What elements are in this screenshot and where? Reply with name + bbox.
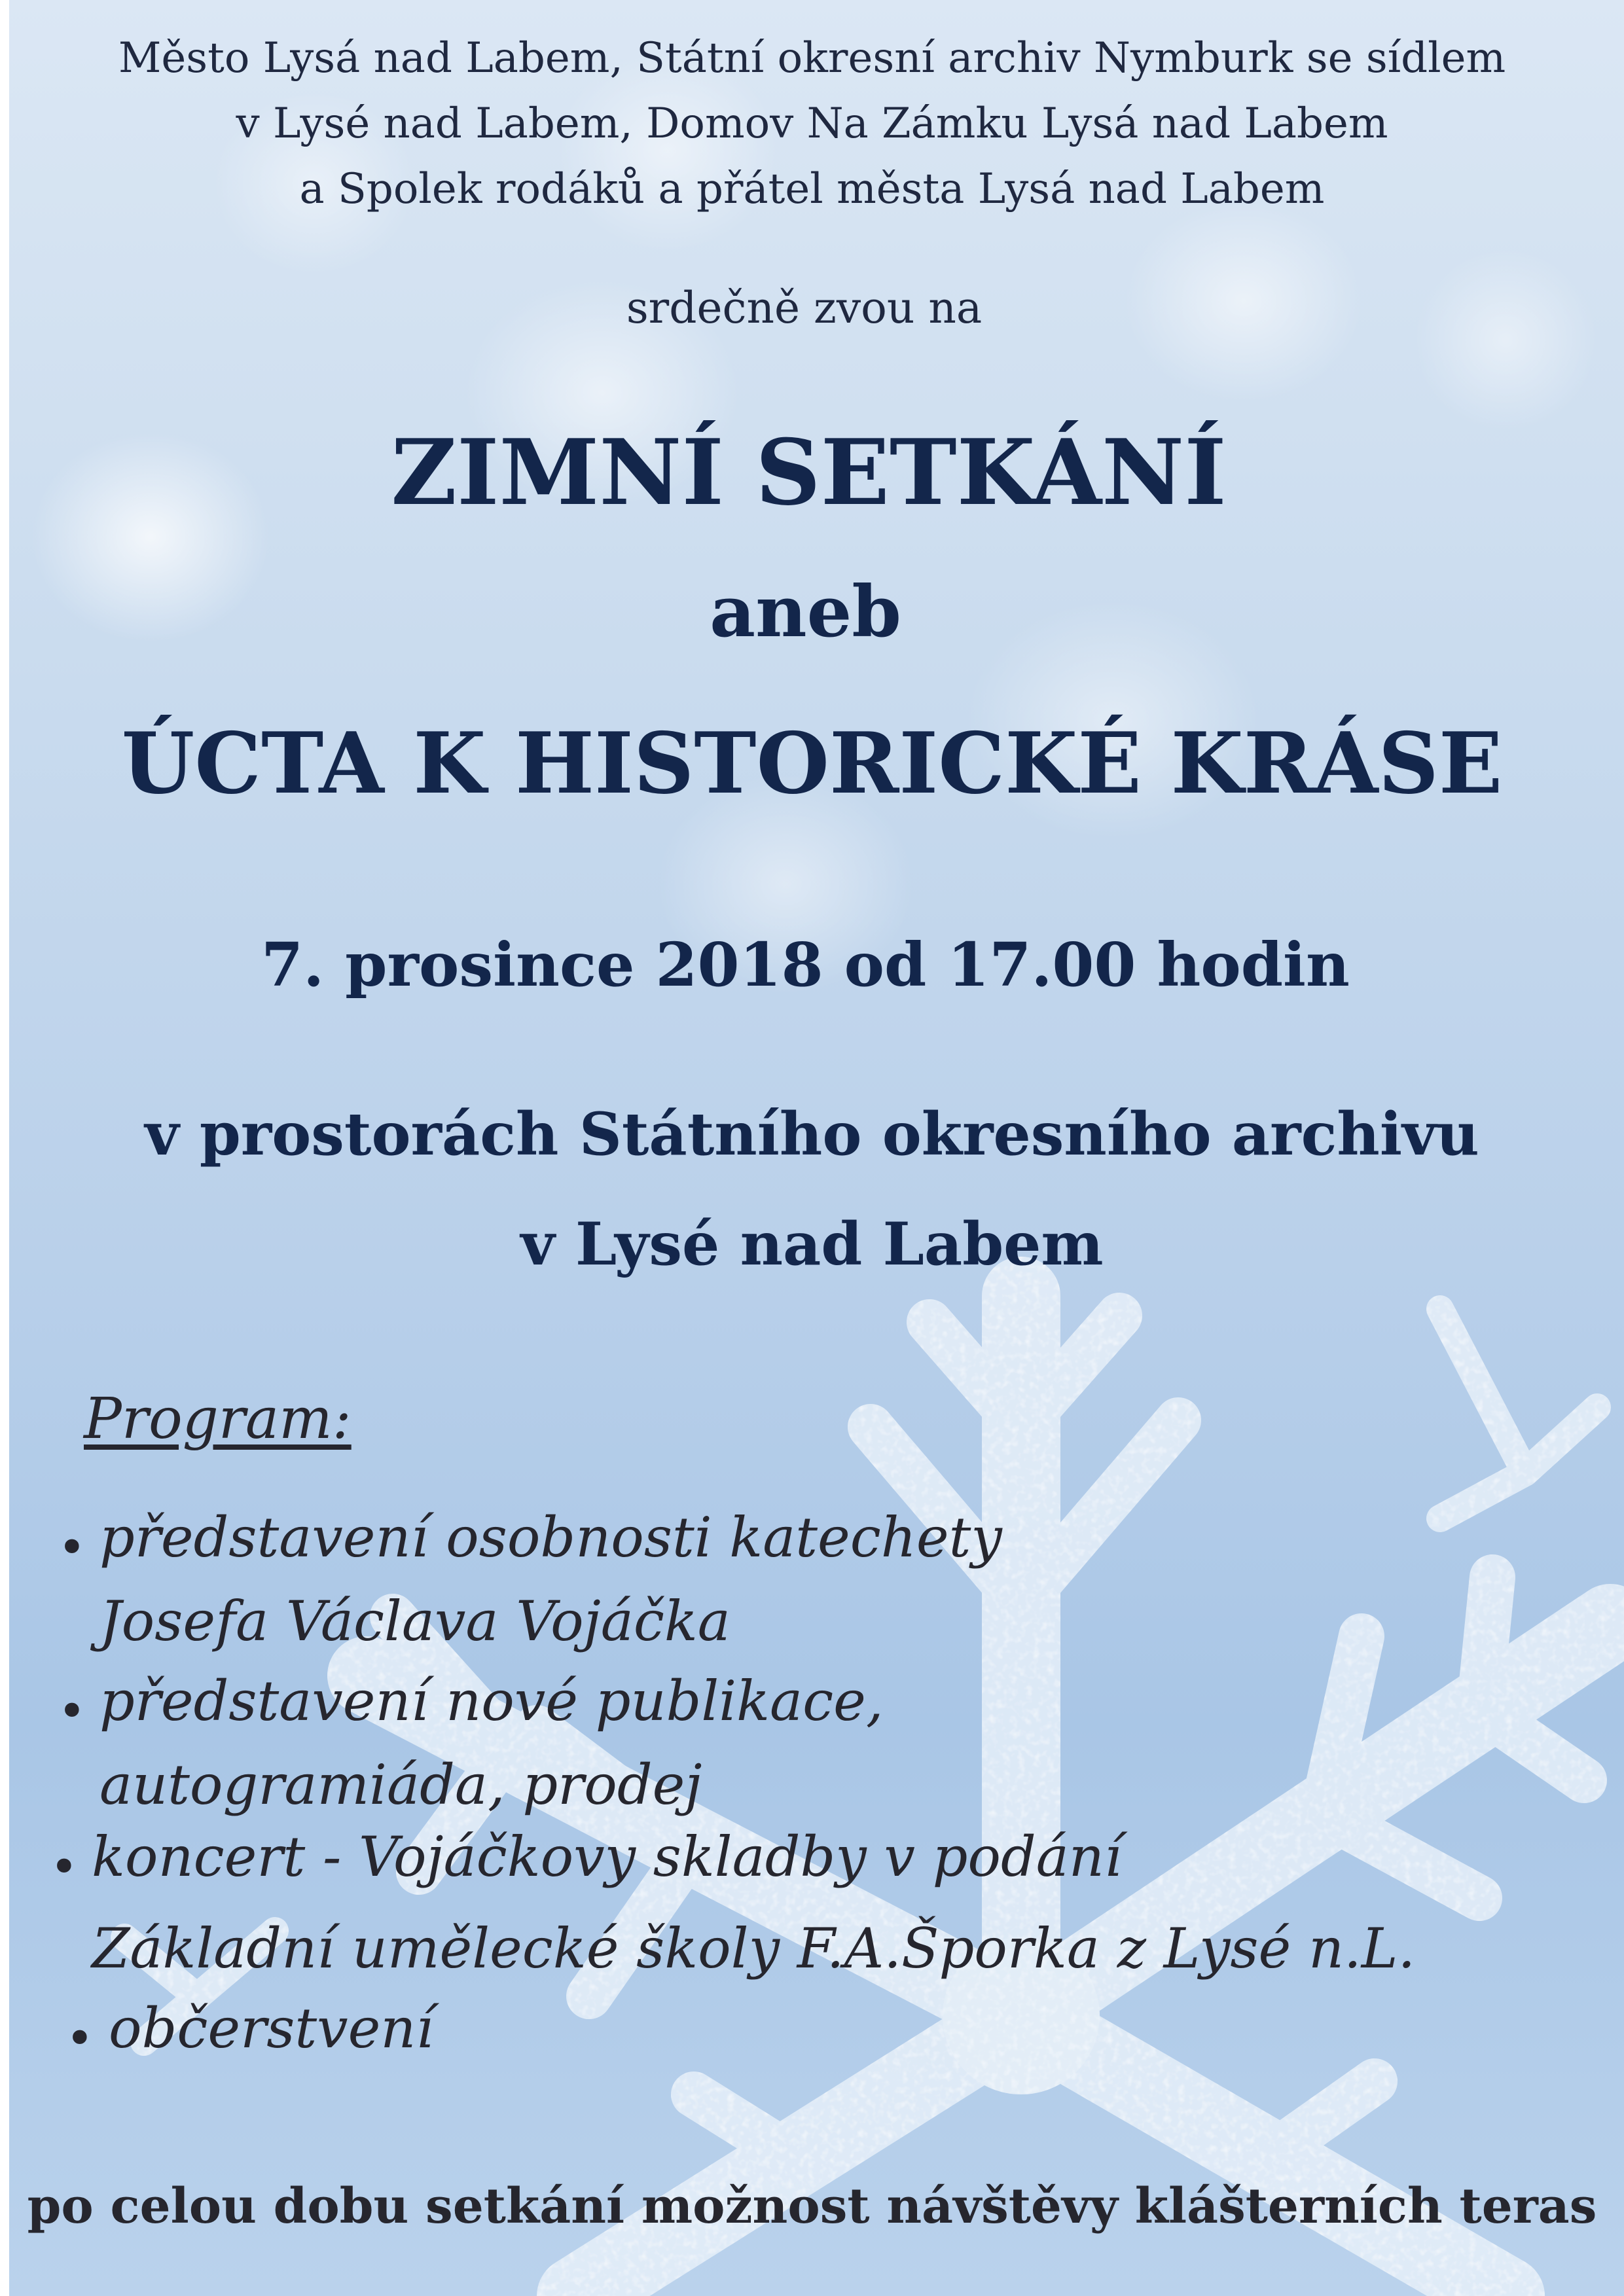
organizers-line-2: v Lysé nad Labem, Domov Na Zámku Lysá nad Labem: [236, 99, 1388, 148]
invitation-text: srdečně zvou na: [626, 283, 983, 333]
program-item-line: představení nové publikace,: [99, 1669, 884, 1733]
bullet-icon: •: [58, 1683, 86, 1740]
program-item-line: občerstvení: [109, 1996, 434, 2060]
bullet-icon: •: [65, 2011, 94, 2067]
event-title: ZIMNÍ SETKÁNÍ: [391, 419, 1227, 526]
event-place-line-2: v Lysé nad Labem: [520, 1210, 1104, 1279]
program-item-line: Josefa Václava Vojáčka: [99, 1589, 731, 1653]
program-item-line: Základní umělecké školy F.A.Šporka z Lysé n.L.: [92, 1916, 1416, 1981]
event-place-line-1: v prostorách Státního okresního archivu: [145, 1100, 1479, 1169]
program-item-line: autogramiáda, prodej: [99, 1753, 702, 1817]
program-item-line: koncert - Vojáčkovy skladby v podání: [92, 1825, 1122, 1889]
bullet-icon: •: [58, 1520, 86, 1576]
organizers-line-1: Město Lysá nad Labem, Státní okresní archiv Nymburk se sídlem: [118, 34, 1506, 82]
event-connector: aneb: [710, 571, 901, 653]
bullet-icon: •: [50, 1839, 79, 1895]
event-subtitle: ÚCTA K HISTORICKÉ KRÁSE: [121, 715, 1503, 813]
event-date-time: 7. prosince 2018 od 17.00 hodin: [261, 929, 1350, 1000]
program-item-line: představení osobnosti katechety: [99, 1505, 1002, 1570]
footer-note: po celou dobu setkání možnost návštěvy klášterních teras: [27, 2178, 1597, 2234]
organizers-line-3: a Spolek rodáků a přátel města Lysá nad Labem: [299, 165, 1325, 213]
program-heading: Program:: [84, 1386, 352, 1452]
